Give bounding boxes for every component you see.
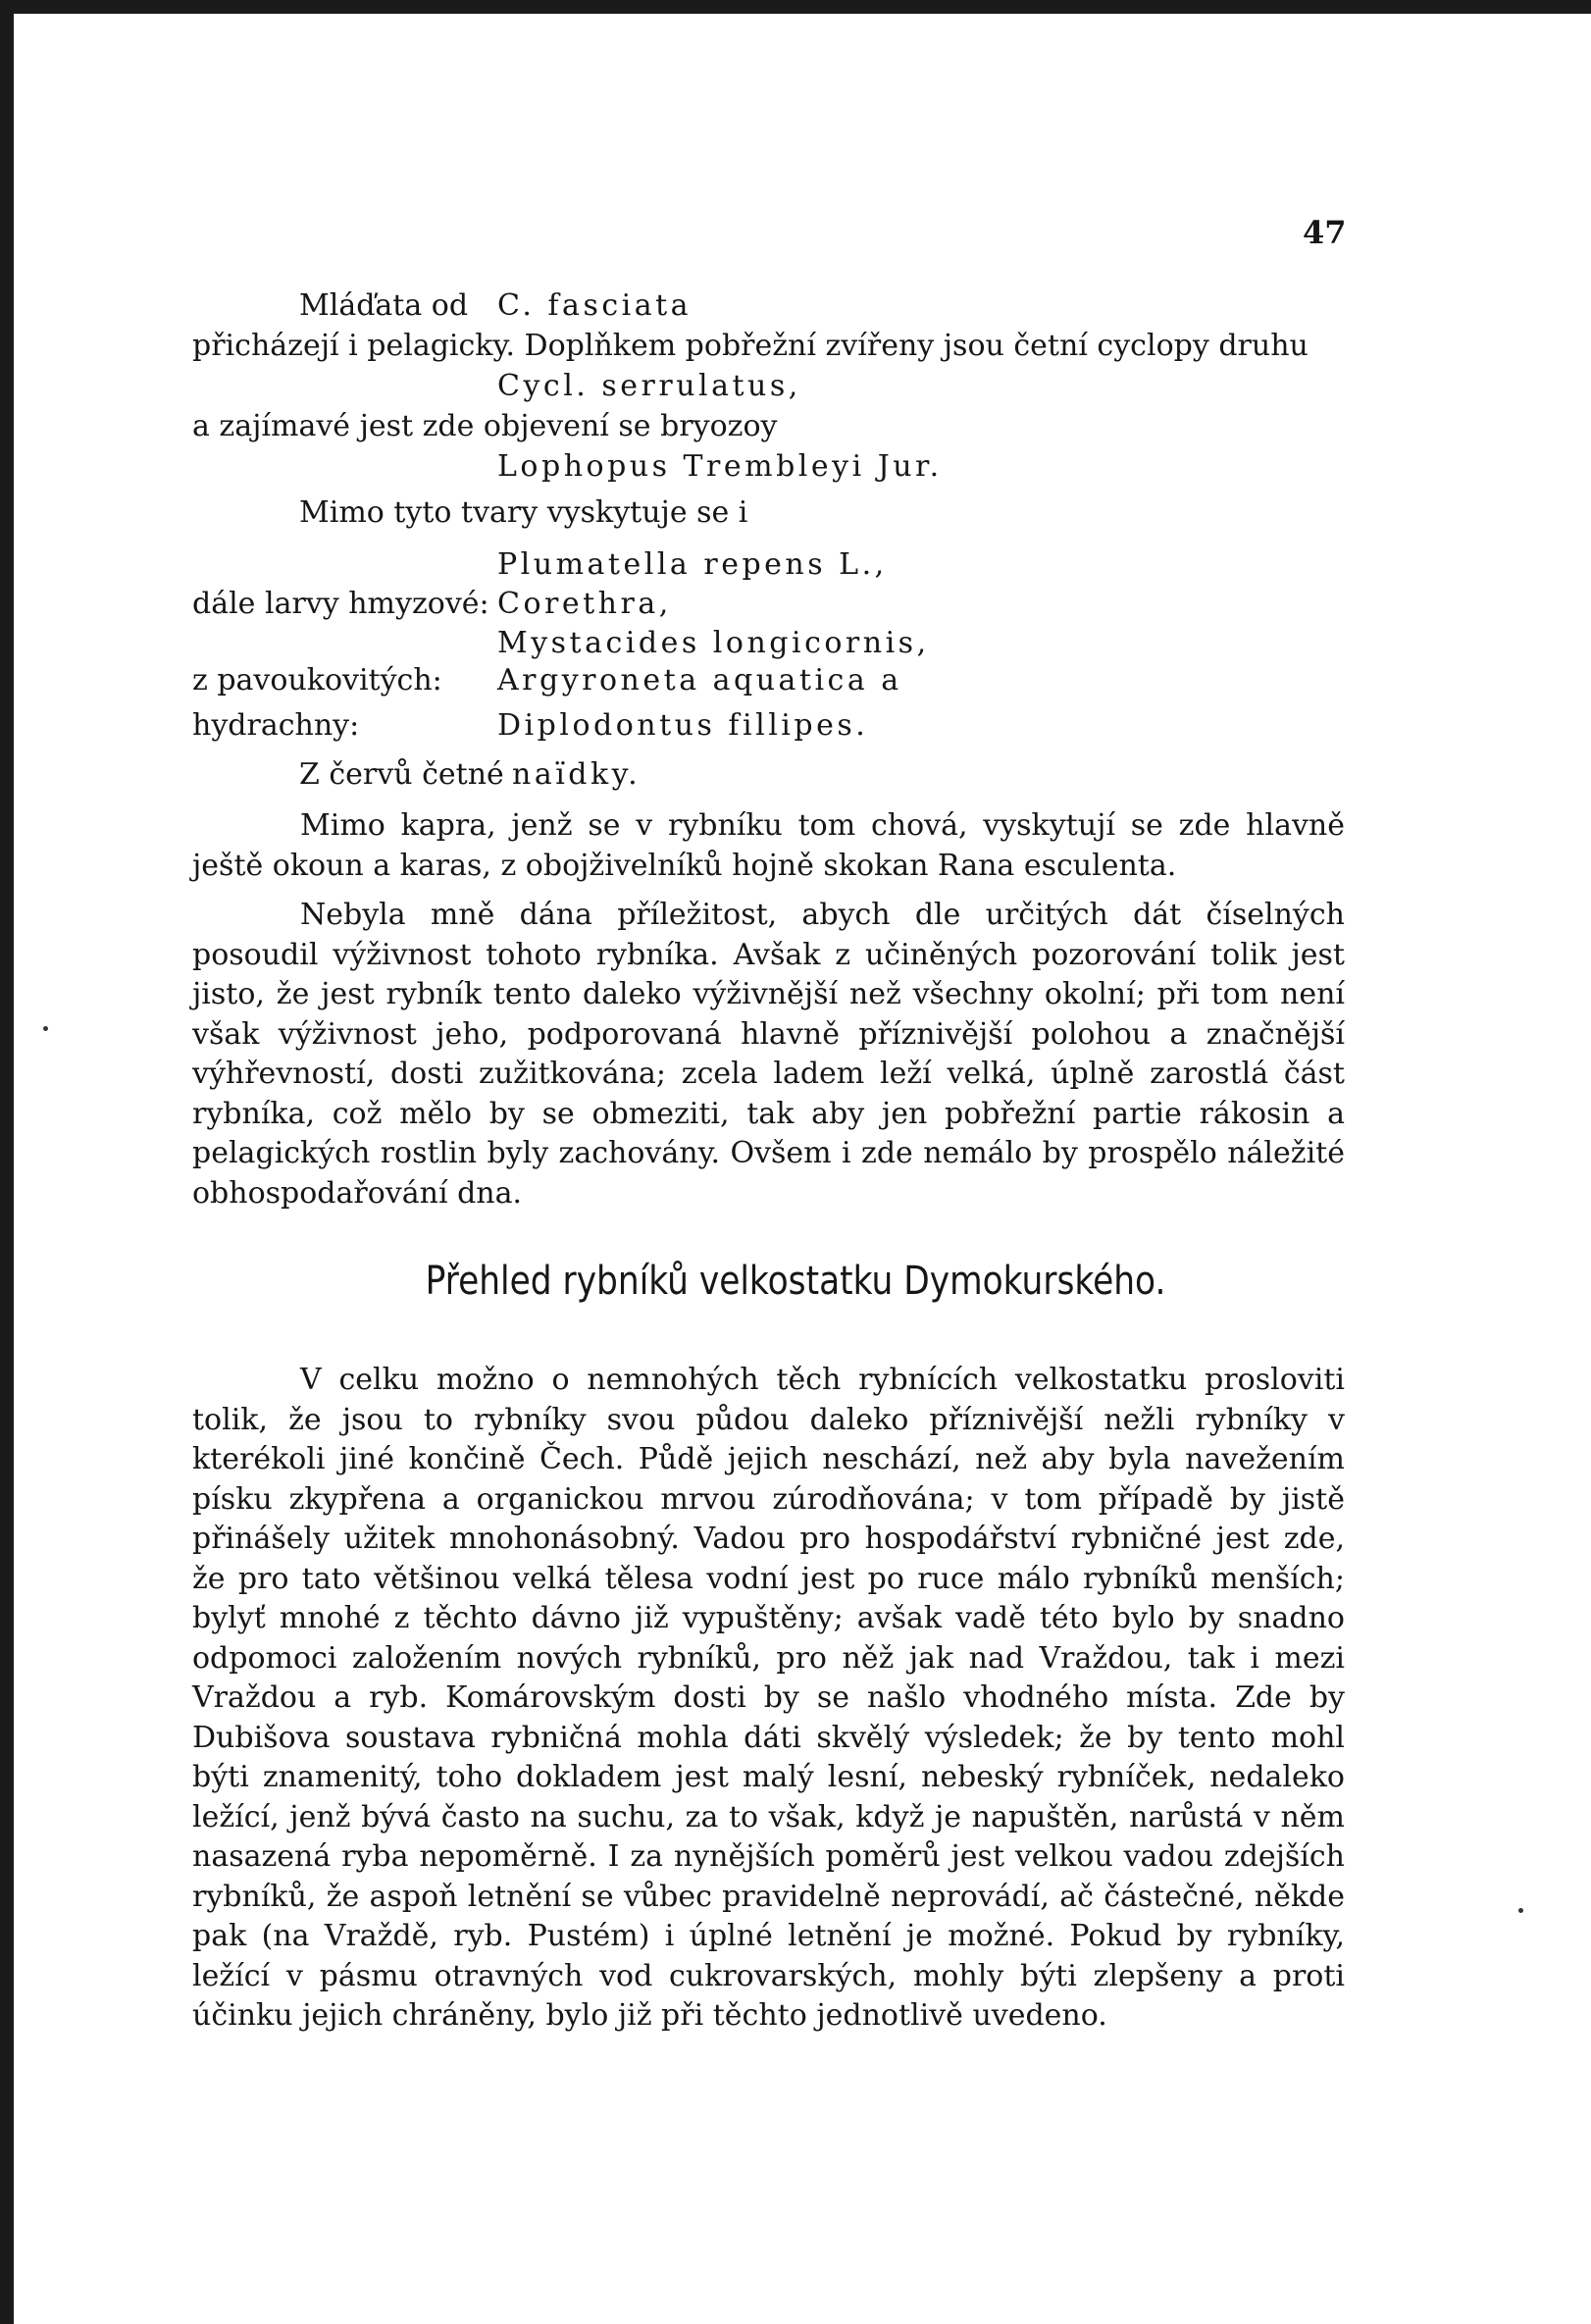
list-line-8-species: Corethra, bbox=[497, 587, 672, 621]
list-line-11-label: hydrachny: bbox=[192, 708, 360, 743]
paragraph-fish bbox=[192, 806, 1345, 886]
list-line-8-label: dále larvy hmyzové: bbox=[192, 587, 489, 621]
scan-speck bbox=[1518, 1908, 1523, 1913]
paragraph-nutrition-text: Nebyla mně dána příležitost, abych dle určitých dát číselných posoudil výživnost tohoto rybníka. Avšak z učiněných pozorování tolik jest jisto, že jest rybník tento daleko výživnější než všechny okolní; při tom není však výživnost jeho, podporovaná hlavně příznivější polohou a značnější výhřevností, dosti zužitkována; zcela ladem leží velká, úplně zarostlá část rybníka, což mělo by se obmeziti, tak aby jen pobřežní partie rákosin a pelagických rostlin byly zachovány. Ovšem i zde nemálo by prospělo náležité obhospodařování dna. bbox=[192, 898, 1345, 1211]
list-line-11-species: Diplodontus fillipes. bbox=[497, 708, 869, 743]
scan-border-top bbox=[0, 0, 1591, 14]
section-heading: Přehled rybníků velkostatku Dymokurského. bbox=[425, 1259, 1166, 1304]
list-line-5-species: Lophopus Trembleyi Jur. bbox=[497, 449, 943, 484]
list-line-10-species: Argyroneta aquatica a bbox=[497, 663, 902, 697]
paragraph-nutrition bbox=[192, 896, 1345, 1214]
scan-speck bbox=[43, 1026, 48, 1031]
list-line-4: a zajímavé jest zde objevení se bryozoy bbox=[192, 409, 778, 443]
list-line-9-species: Mystacides longicornis, bbox=[497, 626, 930, 660]
list-line-1-species: C. fasciata bbox=[497, 288, 693, 323]
paragraph-section-text: V celku možno o nemnohých těch rybnících velkostatku prosloviti tolik, že jsou to rybníky svou půdou daleko příznivější nežli rybníky v kterékoli jiné končině Čech. Půdě jejich neschází, než aby byla navežením písku zkypřena a organickou mrvou zúrodňována; v tom případě by jistě přinášely užitek mnohonásobný. Vadou pro hospodářství rybničné jest zde, že pro tato většinou velká tělesa vodní jest po ruce málo rybníků menších; bylyť mnohé z těchto dávno již vypuštěny; avšak vadě této bylo by snadno odpomoci založením nových rybníků, pro něž jak nad Vraždou, tak i mezi Vraždou a ryb. Komárovským dosti by se našlo vhodného místa. Zde by Dubišova soustava rybničná mohla dáti skvělý výsledek; že by tento mohl býti znamenitý, toho dokladem jest malý lesní, nebeský rybníček, nedaleko ležící, jenž bývá často na suchu, za to však, když je napuštěn, narůstá v něm nasazená ryba nepoměrně. I za nynějších poměrů jest velkou vadou zdejších rybníků, že aspoň letnění se vůbec pravidelně neprovádí, ač částečné, někde pak (na Vraždě, ryb. Pustém) i úplné letnění je možné. Pokud by rybníky, ležící v pásmu otravných vod cukrovarských, mohly býti zlepšeny a proti účinku jejich chráněny, bylo již při těchto jednotlivě uvedeno. bbox=[192, 1363, 1345, 2033]
list-line-12-species: naïdky. bbox=[512, 757, 642, 792]
list-line-12-lead: Z červů četné bbox=[299, 757, 504, 792]
page-number: 47 bbox=[1303, 214, 1347, 251]
list-line-10-label: z pavoukovitých: bbox=[192, 663, 442, 697]
paragraph-fish-text: Mimo kapra, jenž se v rybníku tom chová, vyskytují se zde hlavně ještě okoun a karas, z obojživelníků hojně skokan Rana esculenta. bbox=[192, 808, 1345, 883]
list-line-3-species: Cycl. serrulatus, bbox=[497, 369, 801, 403]
list-line-6: Mimo tyto tvary vyskytuje se i bbox=[299, 495, 748, 530]
list-line-1-lead: Mláďata od bbox=[299, 288, 469, 323]
scan-border-left bbox=[0, 0, 14, 2324]
paragraph-section bbox=[192, 1361, 1345, 2037]
list-line-2: přicházejí i pelagicky. Doplňkem pobřežní zvířeny jsou četní cyclopy druhu bbox=[192, 329, 1309, 363]
list-line-7-species: Plumatella repens L., bbox=[497, 547, 888, 582]
